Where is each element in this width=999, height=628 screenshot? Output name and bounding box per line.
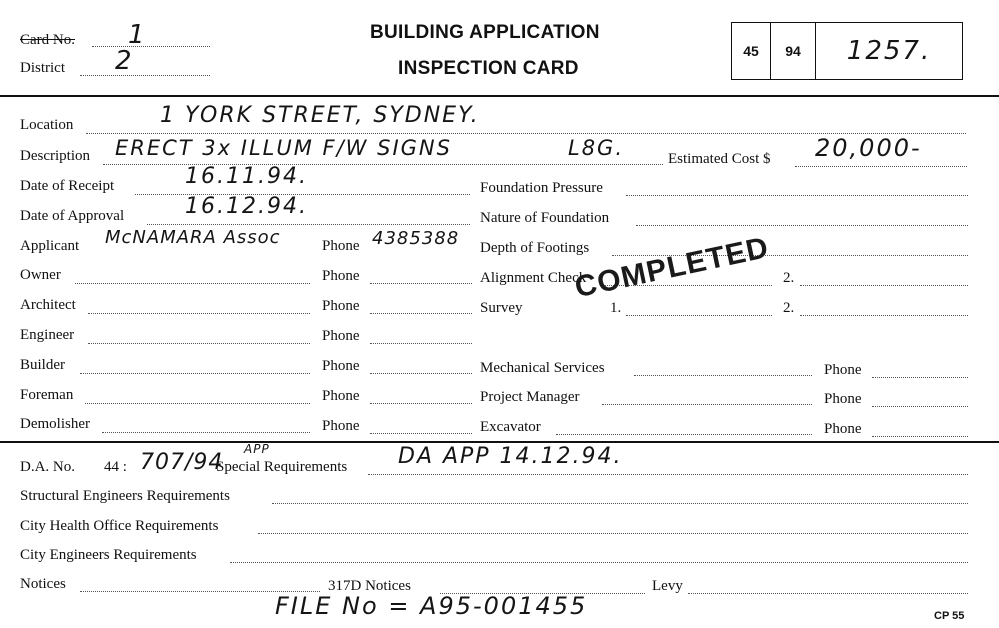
project-manager-phone-dots: [872, 406, 968, 407]
project-manager-dots: [602, 404, 812, 405]
title-line-2: INSPECTION CARD: [398, 58, 579, 79]
card-no-value: 1: [128, 20, 147, 50]
excavator-label: Excavator: [480, 419, 541, 435]
structural-requirements-label: Structural Engineers Requirements: [20, 488, 230, 504]
demolisher-phone-label: Phone: [322, 418, 360, 434]
builder-label: Builder: [20, 357, 65, 373]
applicant-label: Applicant: [20, 238, 80, 254]
survey-two-label: 2.: [783, 300, 795, 316]
health-requirements-dots: [258, 533, 968, 534]
da-app-note: APP: [244, 442, 270, 456]
mechanical-phone-dots: [872, 377, 968, 378]
district-label: District: [20, 60, 65, 76]
file-number: FILE No = A95-001455: [275, 592, 588, 620]
survey-1-dots: [626, 315, 772, 316]
foundation-pressure-dots: [626, 195, 968, 196]
health-requirements-label: City Health Office Requirements: [20, 518, 219, 534]
mechanical-phone-label: Phone: [824, 362, 862, 378]
district-dots: [80, 75, 210, 76]
notices-label: Notices: [20, 576, 66, 592]
top-divider: [0, 95, 999, 97]
demolisher-label: Demolisher: [20, 416, 90, 432]
applicant-value: McNAMARA Assoc: [105, 227, 281, 248]
date-approval-value: 16.12.94.: [185, 194, 308, 219]
engineer-phone-label: Phone: [322, 328, 360, 344]
excavator-phone-dots: [872, 436, 968, 437]
project-manager-label: Project Manager: [480, 389, 580, 405]
foreman-phone-dots: [370, 403, 472, 404]
city-engineers-dots: [230, 562, 968, 563]
foundation-pressure-label: Foundation Pressure: [480, 180, 603, 196]
architect-phone-label: Phone: [322, 298, 360, 314]
owner-label: Owner: [20, 267, 61, 283]
applicant-phone-value: 4385388: [372, 228, 460, 249]
box-cell-3: [815, 22, 963, 80]
owner-dots: [75, 283, 310, 284]
nature-foundation-label: Nature of Foundation: [480, 210, 610, 226]
architect-phone-dots: [370, 313, 472, 314]
owner-phone-label: Phone: [322, 268, 360, 284]
form-code: CP 55: [934, 610, 965, 622]
structural-requirements-dots: [272, 503, 968, 504]
project-manager-phone-label: Phone: [824, 391, 862, 407]
date-approval-dots: [147, 224, 470, 225]
levy-label: Levy: [652, 578, 683, 594]
alignment-check-label: Alignment Check: [480, 270, 587, 286]
mechanical-services-dots: [634, 375, 812, 376]
mechanical-services-label: Mechanical Services: [480, 360, 605, 376]
card-no-label: Card No.: [20, 32, 75, 48]
builder-dots: [80, 373, 310, 374]
engineer-phone-dots: [370, 343, 472, 344]
engineer-dots: [88, 343, 310, 344]
completed-stamp: COMPLETED: [572, 230, 772, 305]
demolisher-phone-dots: [370, 433, 472, 434]
title-line-1: BUILDING APPLICATION: [370, 22, 600, 43]
architect-dots: [88, 313, 310, 314]
description-level: L8G.: [568, 136, 625, 160]
box-cell-2: 94: [770, 22, 816, 80]
date-approval-label: Date of Approval: [20, 208, 125, 224]
notices-317d-label: 317D Notices: [328, 578, 411, 594]
date-receipt-value: 16.11.94.: [185, 164, 308, 189]
special-requirements-label: Special Requirements: [216, 459, 348, 475]
special-requirements-dots: [368, 474, 968, 475]
district-value: 2: [115, 46, 134, 76]
foreman-label: Foreman: [20, 387, 74, 403]
location-label: Location: [20, 117, 74, 133]
survey-2-dots: [800, 315, 968, 316]
foreman-dots: [85, 403, 310, 404]
description-label: Description: [20, 148, 90, 164]
architect-label: Architect: [20, 297, 76, 313]
levy-dots: [688, 593, 968, 594]
engineer-label: Engineer: [20, 327, 75, 343]
builder-phone-dots: [370, 373, 472, 374]
estimated-cost-label: Estimated Cost $: [668, 151, 771, 167]
survey-label: Survey: [480, 300, 523, 316]
da-no-label: D.A. No.: [20, 459, 75, 475]
box-cell-1: 45: [731, 22, 771, 80]
foreman-phone-label: Phone: [322, 388, 360, 404]
builder-phone-label: Phone: [322, 358, 360, 374]
alignment-two-label: 2.: [783, 270, 795, 286]
date-receipt-label: Date of Receipt: [20, 178, 115, 194]
description-value: ERECT 3x ILLUM F/W SIGNS: [115, 136, 452, 160]
applicant-phone-label: Phone: [322, 238, 360, 254]
excavator-dots: [556, 434, 812, 435]
middle-divider: [0, 441, 999, 443]
box-handwritten-number: 1257.: [846, 36, 932, 66]
card-no-dots: [92, 46, 210, 47]
depth-footings-label: Depth of Footings: [480, 240, 590, 256]
demolisher-dots: [102, 432, 310, 433]
city-engineers-label: City Engineers Requirements: [20, 547, 197, 563]
estimated-cost-dots: [795, 166, 967, 167]
estimated-cost-value: 20,000-: [815, 134, 922, 162]
da-prefix: 44 :: [104, 459, 127, 475]
special-requirements-value: DA APP 14.12.94.: [398, 444, 623, 469]
owner-phone-dots: [370, 283, 472, 284]
da-number-value: 707/94: [140, 450, 224, 475]
alignment-2-dots: [800, 285, 968, 286]
location-value: 1 YORK STREET, SYDNEY.: [160, 103, 480, 128]
excavator-phone-label: Phone: [824, 421, 862, 437]
nature-foundation-dots: [636, 225, 968, 226]
survey-one-label: 1.: [610, 300, 622, 316]
